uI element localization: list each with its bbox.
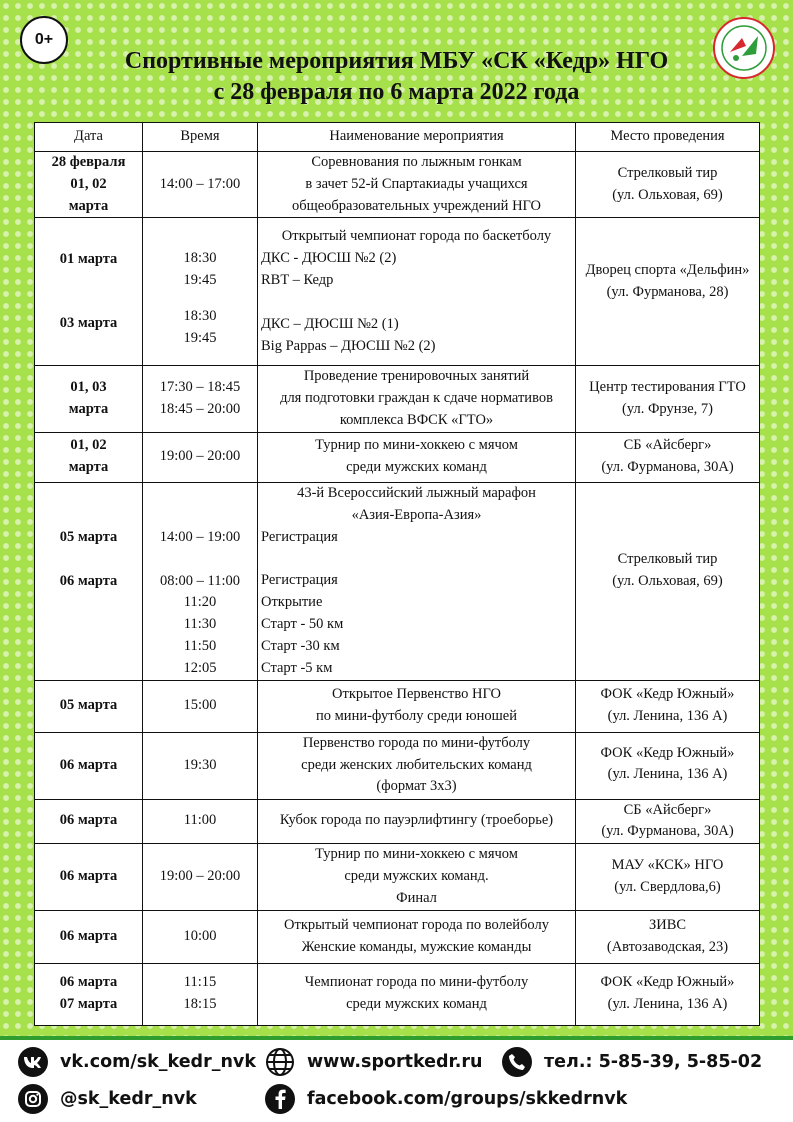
event-line: Кубок города по пауэрлифтингу (троеборье) xyxy=(279,812,554,829)
event-time xyxy=(143,680,258,732)
date-spacer xyxy=(35,270,142,313)
place-line: Стрелковый тир xyxy=(617,164,718,181)
event-name xyxy=(258,432,576,482)
event-place xyxy=(576,680,760,732)
website-link[interactable]: www.sportkedr.ru xyxy=(307,1052,483,1072)
title-line-2: с 28 февраля по 6 марта 2022 года xyxy=(213,79,580,105)
event-line: Старт -5 км xyxy=(261,659,333,676)
event-date xyxy=(35,152,143,218)
time-line: 18:30 xyxy=(183,250,217,267)
event-name xyxy=(258,799,576,844)
event-line: Открытый чемпионат города по волейболу xyxy=(284,916,549,933)
date-line: 03 марта xyxy=(59,315,118,332)
place-line: (ул. Ленина, 136 А) xyxy=(607,996,728,1013)
phone-icon xyxy=(502,1047,532,1077)
date-line: 01, 03 xyxy=(70,379,107,396)
event-line: ДКС – ДЮСШ №2 (1) xyxy=(261,315,399,332)
table-header-row xyxy=(35,123,760,152)
place-line: ЗИВС xyxy=(648,916,687,933)
event-date xyxy=(35,432,143,482)
event-spacer xyxy=(258,548,575,570)
time-line: 19:00 – 20:00 xyxy=(159,867,241,884)
place-line: Стрелковый тир xyxy=(617,550,718,567)
time-line: 19:45 xyxy=(183,272,217,289)
event-line: для подготовки граждан к сдаче нормативов xyxy=(280,390,553,407)
event-time xyxy=(143,844,258,910)
event-line: «Азия-Европа-Азия» xyxy=(351,506,482,523)
facebook-link[interactable]: facebook.com/groups/skkedrnvk xyxy=(307,1089,628,1109)
event-place xyxy=(576,152,760,218)
time-line: 14:00 – 19:00 xyxy=(159,528,241,545)
table-row xyxy=(35,680,760,732)
time-line: 19:45 xyxy=(183,329,217,346)
event-place xyxy=(576,432,760,482)
date-line: 06 марта xyxy=(59,812,118,829)
table-row xyxy=(35,963,760,1025)
event-line: ДКС - ДЮСШ №2 (2) xyxy=(261,250,397,267)
header-place: Место проведения xyxy=(576,123,760,152)
header-date: Дата xyxy=(35,123,143,152)
event-time xyxy=(143,152,258,218)
event-name xyxy=(258,910,576,963)
place-line: (ул. Фрунзе, 7) xyxy=(622,401,713,418)
event-date xyxy=(35,732,143,799)
event-line: Турнир по мини-хоккею с мячом xyxy=(315,437,518,454)
date-line: 06 марта xyxy=(59,572,118,589)
globe-icon xyxy=(265,1047,295,1077)
time-line: 08:00 – 11:00 xyxy=(159,572,241,589)
event-line: среди мужских команд xyxy=(346,459,487,476)
event-line: Открытый чемпионат города по баскетболу xyxy=(281,228,552,245)
place-line: ФОК «Кедр Южный» xyxy=(600,744,735,761)
date-line: марта xyxy=(68,197,109,214)
event-date xyxy=(35,366,143,432)
time-line: 10:00 xyxy=(183,927,217,944)
age-rating-badge: 0+ xyxy=(20,16,68,64)
instagram-link[interactable]: @sk_kedr_nvk xyxy=(60,1089,197,1109)
table-row xyxy=(35,799,760,844)
table-row xyxy=(35,732,760,799)
event-time xyxy=(143,732,258,799)
event-line: Старт -30 км xyxy=(261,637,340,654)
place-line: СБ «Айсберг» xyxy=(623,437,712,454)
time-line: 11:50 xyxy=(183,637,217,654)
time-line: 19:30 xyxy=(183,756,217,773)
date-line: 06 марта xyxy=(59,867,118,884)
event-line: Проведение тренировочных занятий xyxy=(303,368,530,385)
event-name xyxy=(258,482,576,680)
table-row xyxy=(35,844,760,910)
phone-numbers: тел.: 5-85-39, 5-85-02 xyxy=(544,1052,763,1072)
header-event: Наименование мероприятия xyxy=(258,123,576,152)
place-line: Дворец спорта «Дельфин» xyxy=(585,262,750,279)
time-spacer xyxy=(143,292,257,306)
time-line: 19:00 – 20:00 xyxy=(159,448,241,465)
table-row xyxy=(35,366,760,432)
event-line: Big Pappas – ДЮСШ №2 (2) xyxy=(261,337,436,354)
place-line: (ул. Фурманова, 30А) xyxy=(601,823,734,840)
place-line: (ул. Ленина, 136 А) xyxy=(607,766,728,783)
event-line: Турнир по мини-хоккею с мячом xyxy=(315,846,518,863)
facebook-icon xyxy=(265,1084,295,1114)
event-line: среди мужских команд xyxy=(346,996,487,1013)
event-date xyxy=(35,963,143,1025)
place-line: (ул. Фурманова, 30А) xyxy=(601,459,734,476)
event-line: Первенство города по мини-футболу xyxy=(302,734,531,751)
date-line: 06 марта xyxy=(59,756,118,773)
time-line: 14:00 – 17:00 xyxy=(159,175,241,192)
place-line: (ул. Фурманова, 28) xyxy=(606,284,729,301)
date-line: 06 марта xyxy=(59,974,118,991)
event-time xyxy=(143,366,258,432)
event-line: Старт - 50 км xyxy=(261,615,344,632)
event-time xyxy=(143,963,258,1025)
event-name xyxy=(258,218,576,366)
event-time xyxy=(143,799,258,844)
event-date xyxy=(35,910,143,963)
date-line: марта xyxy=(68,401,109,418)
event-date xyxy=(35,680,143,732)
page-title xyxy=(70,46,723,108)
place-line: (ул. Ленина, 136 А) xyxy=(607,708,728,725)
place-line: МАУ «КСК» НГО xyxy=(611,857,724,874)
date-line: 06 марта xyxy=(59,927,118,944)
instagram-icon xyxy=(18,1084,48,1114)
event-line: Женские команды, мужские команды xyxy=(301,938,532,955)
time-line: 12:05 xyxy=(183,659,217,676)
website-contact[interactable] xyxy=(265,1047,482,1077)
table-row xyxy=(35,910,760,963)
event-place xyxy=(576,844,760,910)
time-line: 11:20 xyxy=(183,594,217,611)
place-line: (ул. Ольховая, 69) xyxy=(612,572,723,589)
event-place xyxy=(576,482,760,680)
title-line-1: Спортивные мероприятия МБУ «СК «Кедр» НГО xyxy=(124,48,669,74)
events-table xyxy=(34,122,760,1026)
time-line: 18:30 xyxy=(183,307,217,324)
date-line: 28 февраля xyxy=(51,154,126,170)
event-place xyxy=(576,963,760,1025)
time-spacer xyxy=(143,549,257,571)
event-time xyxy=(143,910,258,963)
place-line: (ул. Ольховая, 69) xyxy=(612,186,723,203)
event-line: Открытие xyxy=(261,594,323,611)
date-line: 01 марта xyxy=(59,250,118,267)
place-line: СБ «Айсберг» xyxy=(623,801,712,818)
vk-contact[interactable] xyxy=(18,1047,256,1077)
event-time xyxy=(143,432,258,482)
header-time: Время xyxy=(143,123,258,152)
facebook-contact[interactable] xyxy=(265,1084,627,1114)
date-line: 01, 02 xyxy=(70,175,107,192)
event-line: в зачет 52-й Спартакиады учащихся xyxy=(305,175,528,192)
event-line: RBT – Кедр xyxy=(261,271,334,288)
event-place xyxy=(576,732,760,799)
event-date xyxy=(35,799,143,844)
place-line: (ул. Свердлова,6) xyxy=(614,878,721,895)
event-line: по мини-футболу среди юношей xyxy=(316,708,517,725)
time-line: 11:00 xyxy=(183,812,217,829)
time-line: 11:30 xyxy=(183,616,217,633)
time-line: 18:45 – 20:00 xyxy=(159,401,241,418)
event-date xyxy=(35,218,143,366)
date-line: 07 марта xyxy=(59,996,118,1013)
time-line: 17:30 – 18:45 xyxy=(159,379,241,396)
place-line: ФОК «Кедр Южный» xyxy=(600,974,735,991)
event-line: Чемпионат города по мини-футболу xyxy=(304,974,529,991)
vk-icon xyxy=(18,1047,48,1077)
event-line: Регистрация xyxy=(261,572,338,589)
footer xyxy=(0,1040,793,1122)
event-place xyxy=(576,910,760,963)
event-name xyxy=(258,963,576,1025)
place-line: (Автозаводская, 23) xyxy=(606,938,729,955)
table-row xyxy=(35,432,760,482)
event-line: Финал xyxy=(396,889,437,906)
event-line: 43-й Всероссийский лыжный марафон xyxy=(297,484,536,501)
event-line: Соревнования по лыжным гонкам xyxy=(311,154,522,170)
event-line: комплекса ВФСК «ГТО» xyxy=(339,411,494,428)
event-date xyxy=(35,844,143,910)
event-name xyxy=(258,366,576,432)
time-line: 11:15 xyxy=(183,974,217,991)
event-time xyxy=(143,218,258,366)
phone-contact xyxy=(502,1047,762,1077)
event-time xyxy=(143,482,258,680)
date-line: марта xyxy=(68,459,109,476)
date-line: 05 марта xyxy=(59,697,118,714)
event-line: общеобразовательных учреждений НГО xyxy=(291,197,542,214)
place-line: Центр тестирования ГТО xyxy=(589,379,746,396)
date-spacer xyxy=(35,549,142,571)
event-line: Открытое Первенство НГО xyxy=(332,686,501,703)
event-line: среди женских любительских команд xyxy=(301,756,532,773)
event-place xyxy=(576,366,760,432)
event-name xyxy=(258,844,576,910)
time-line: 15:00 xyxy=(183,697,217,714)
instagram-contact[interactable] xyxy=(18,1084,197,1114)
event-date xyxy=(35,482,143,680)
table-row xyxy=(35,482,760,680)
event-name xyxy=(258,732,576,799)
event-name xyxy=(258,152,576,218)
event-spacer xyxy=(258,292,575,314)
event-name xyxy=(258,680,576,732)
time-line: 18:15 xyxy=(183,996,217,1013)
event-place xyxy=(576,799,760,844)
table-row xyxy=(35,152,760,218)
event-place xyxy=(576,218,760,366)
event-line: Регистрация xyxy=(261,528,338,545)
table-row xyxy=(35,218,760,366)
vk-link[interactable]: vk.com/sk_kedr_nvk xyxy=(60,1052,256,1072)
event-line: (формат 3х3) xyxy=(376,778,457,795)
place-line: ФОК «Кедр Южный» xyxy=(600,686,735,703)
event-line: среди мужских команд. xyxy=(344,867,489,884)
date-line: 05 марта xyxy=(59,528,118,545)
date-line: 01, 02 xyxy=(70,437,107,454)
